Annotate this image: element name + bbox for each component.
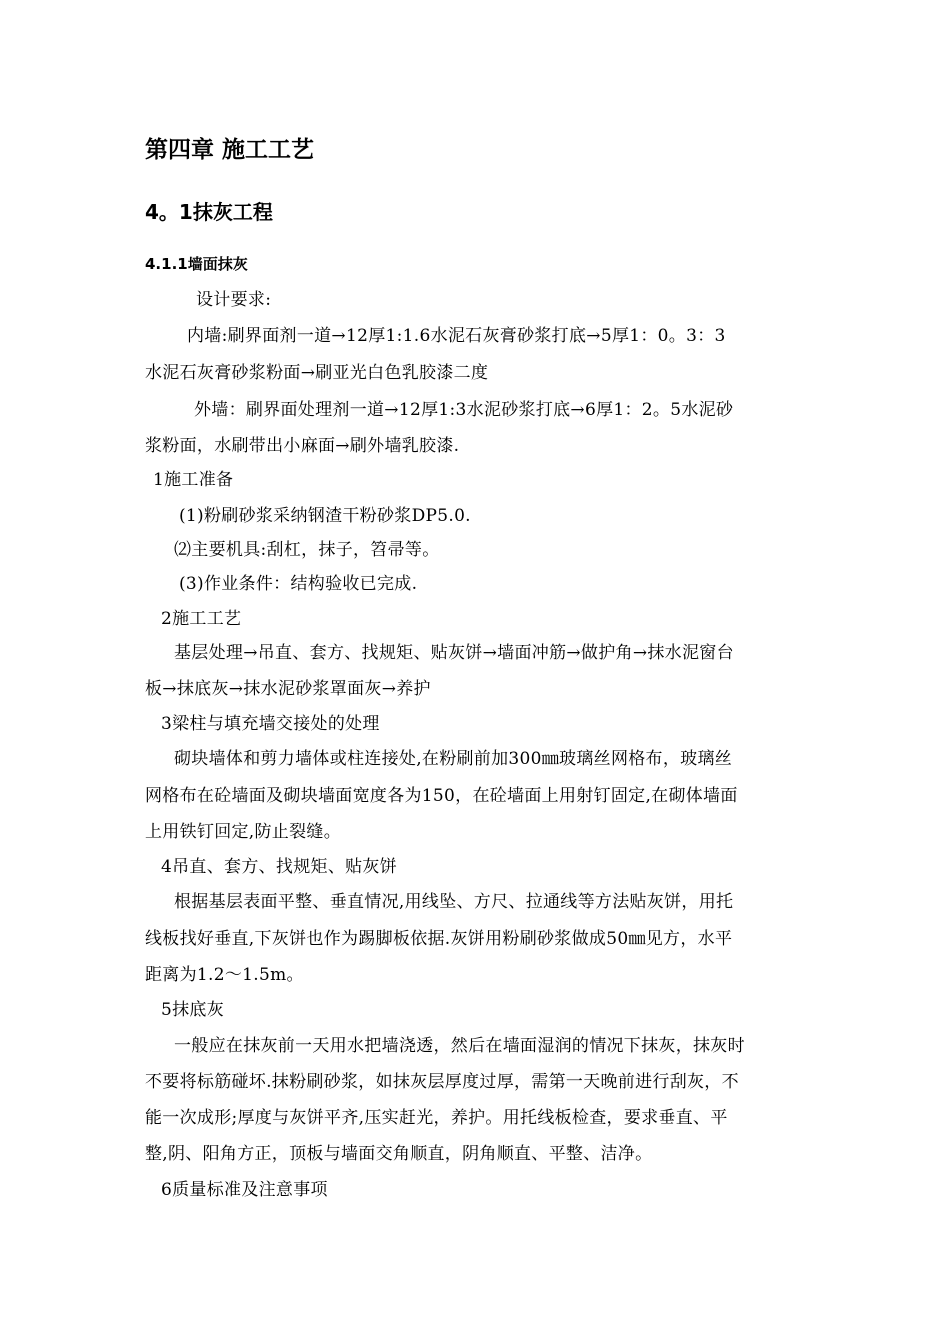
body-line: 浆粉面，水刷带出小麻面→刷外墙乳胶漆. (145, 436, 460, 456)
body-line: 根据基层表面平整、垂直情况,用线坠、方尺、拉通线等方法贴灰饼，用托 (174, 892, 734, 912)
item-heading: 4吊直、套方、找规矩、贴灰饼 (161, 857, 398, 877)
body-line: 不要将标筋碰坏.抹粉刷砂浆，如抹灰层厚度过厚，需第一天晚前进行刮灰，不 (145, 1072, 739, 1092)
body-line: 外墙：刷界面处理剂一道→12厚1:3水泥砂浆打底→6厚1：2。5水泥砂 (194, 400, 734, 420)
body-line: 能一次成形;厚度与灰饼平齐,压实赶光，养护。用托线板检查，要求垂直、平 (145, 1108, 728, 1128)
chapter-title: 第四章 施工工艺 (145, 137, 315, 163)
body-line: 水泥石灰膏砂浆粉面→刷亚光白色乳胶漆二度 (145, 363, 489, 383)
body-line: 砌块墙体和剪力墙体或柱连接处,在粉刷前加300㎜玻璃丝网格布，玻璃丝 (174, 749, 733, 769)
item-heading: 1施工准备 (153, 470, 234, 490)
body-line: 上用铁钉回定,防止裂缝。 (145, 822, 342, 842)
body-line: 距离为1.2～1.5m。 (145, 965, 304, 985)
item-heading: 2施工工艺 (161, 609, 242, 629)
subsection-title: 4.1.1墙面抹灰 (145, 255, 248, 273)
body-line: (1)粉刷砂浆采纳钢渣干粉砂浆DP5.0. (179, 506, 471, 526)
body-line: 一般应在抹灰前一天用水把墙浇透，然后在墙面湿润的情况下抹灰，抹灰时 (174, 1036, 745, 1056)
design-requirements-label: 设计要求: (196, 290, 272, 310)
body-line: 内墙:刷界面剂一道→12厚1:1.6水泥石灰膏砂浆打底→5厚1：0。3：3 (187, 326, 726, 346)
body-line: 基层处理→吊直、套方、找规矩、贴灰饼→墙面冲筋→做护角→抹水泥窗台 (174, 643, 734, 663)
body-line: 整,阴、阳角方正，顶板与墙面交角顺直，阴角顺直、平整、洁净。 (145, 1144, 653, 1164)
item-heading: 3梁柱与填充墙交接处的处理 (161, 714, 380, 734)
body-line: (3)作业条件：结构验收已完成. (179, 574, 418, 594)
body-line: 板→抹底灰→抹水泥砂浆罩面灰→养护 (145, 679, 431, 699)
section-title: 4。1抹灰工程 (145, 200, 273, 224)
body-line: 网格布在砼墙面及砌块墙面宽度各为150，在砼墙面上用射钉固定,在砌体墙面 (145, 786, 738, 806)
body-line: ⑵主要机具:刮杠，抹子，笤帚等。 (174, 540, 440, 560)
body-line: 线板找好垂直,下灰饼也作为踢脚板依据.灰饼用粉刷砂浆做成50㎜见方，水平 (145, 929, 733, 949)
item-heading: 6质量标准及注意事项 (161, 1180, 328, 1200)
item-heading: 5抹底灰 (161, 1000, 225, 1020)
